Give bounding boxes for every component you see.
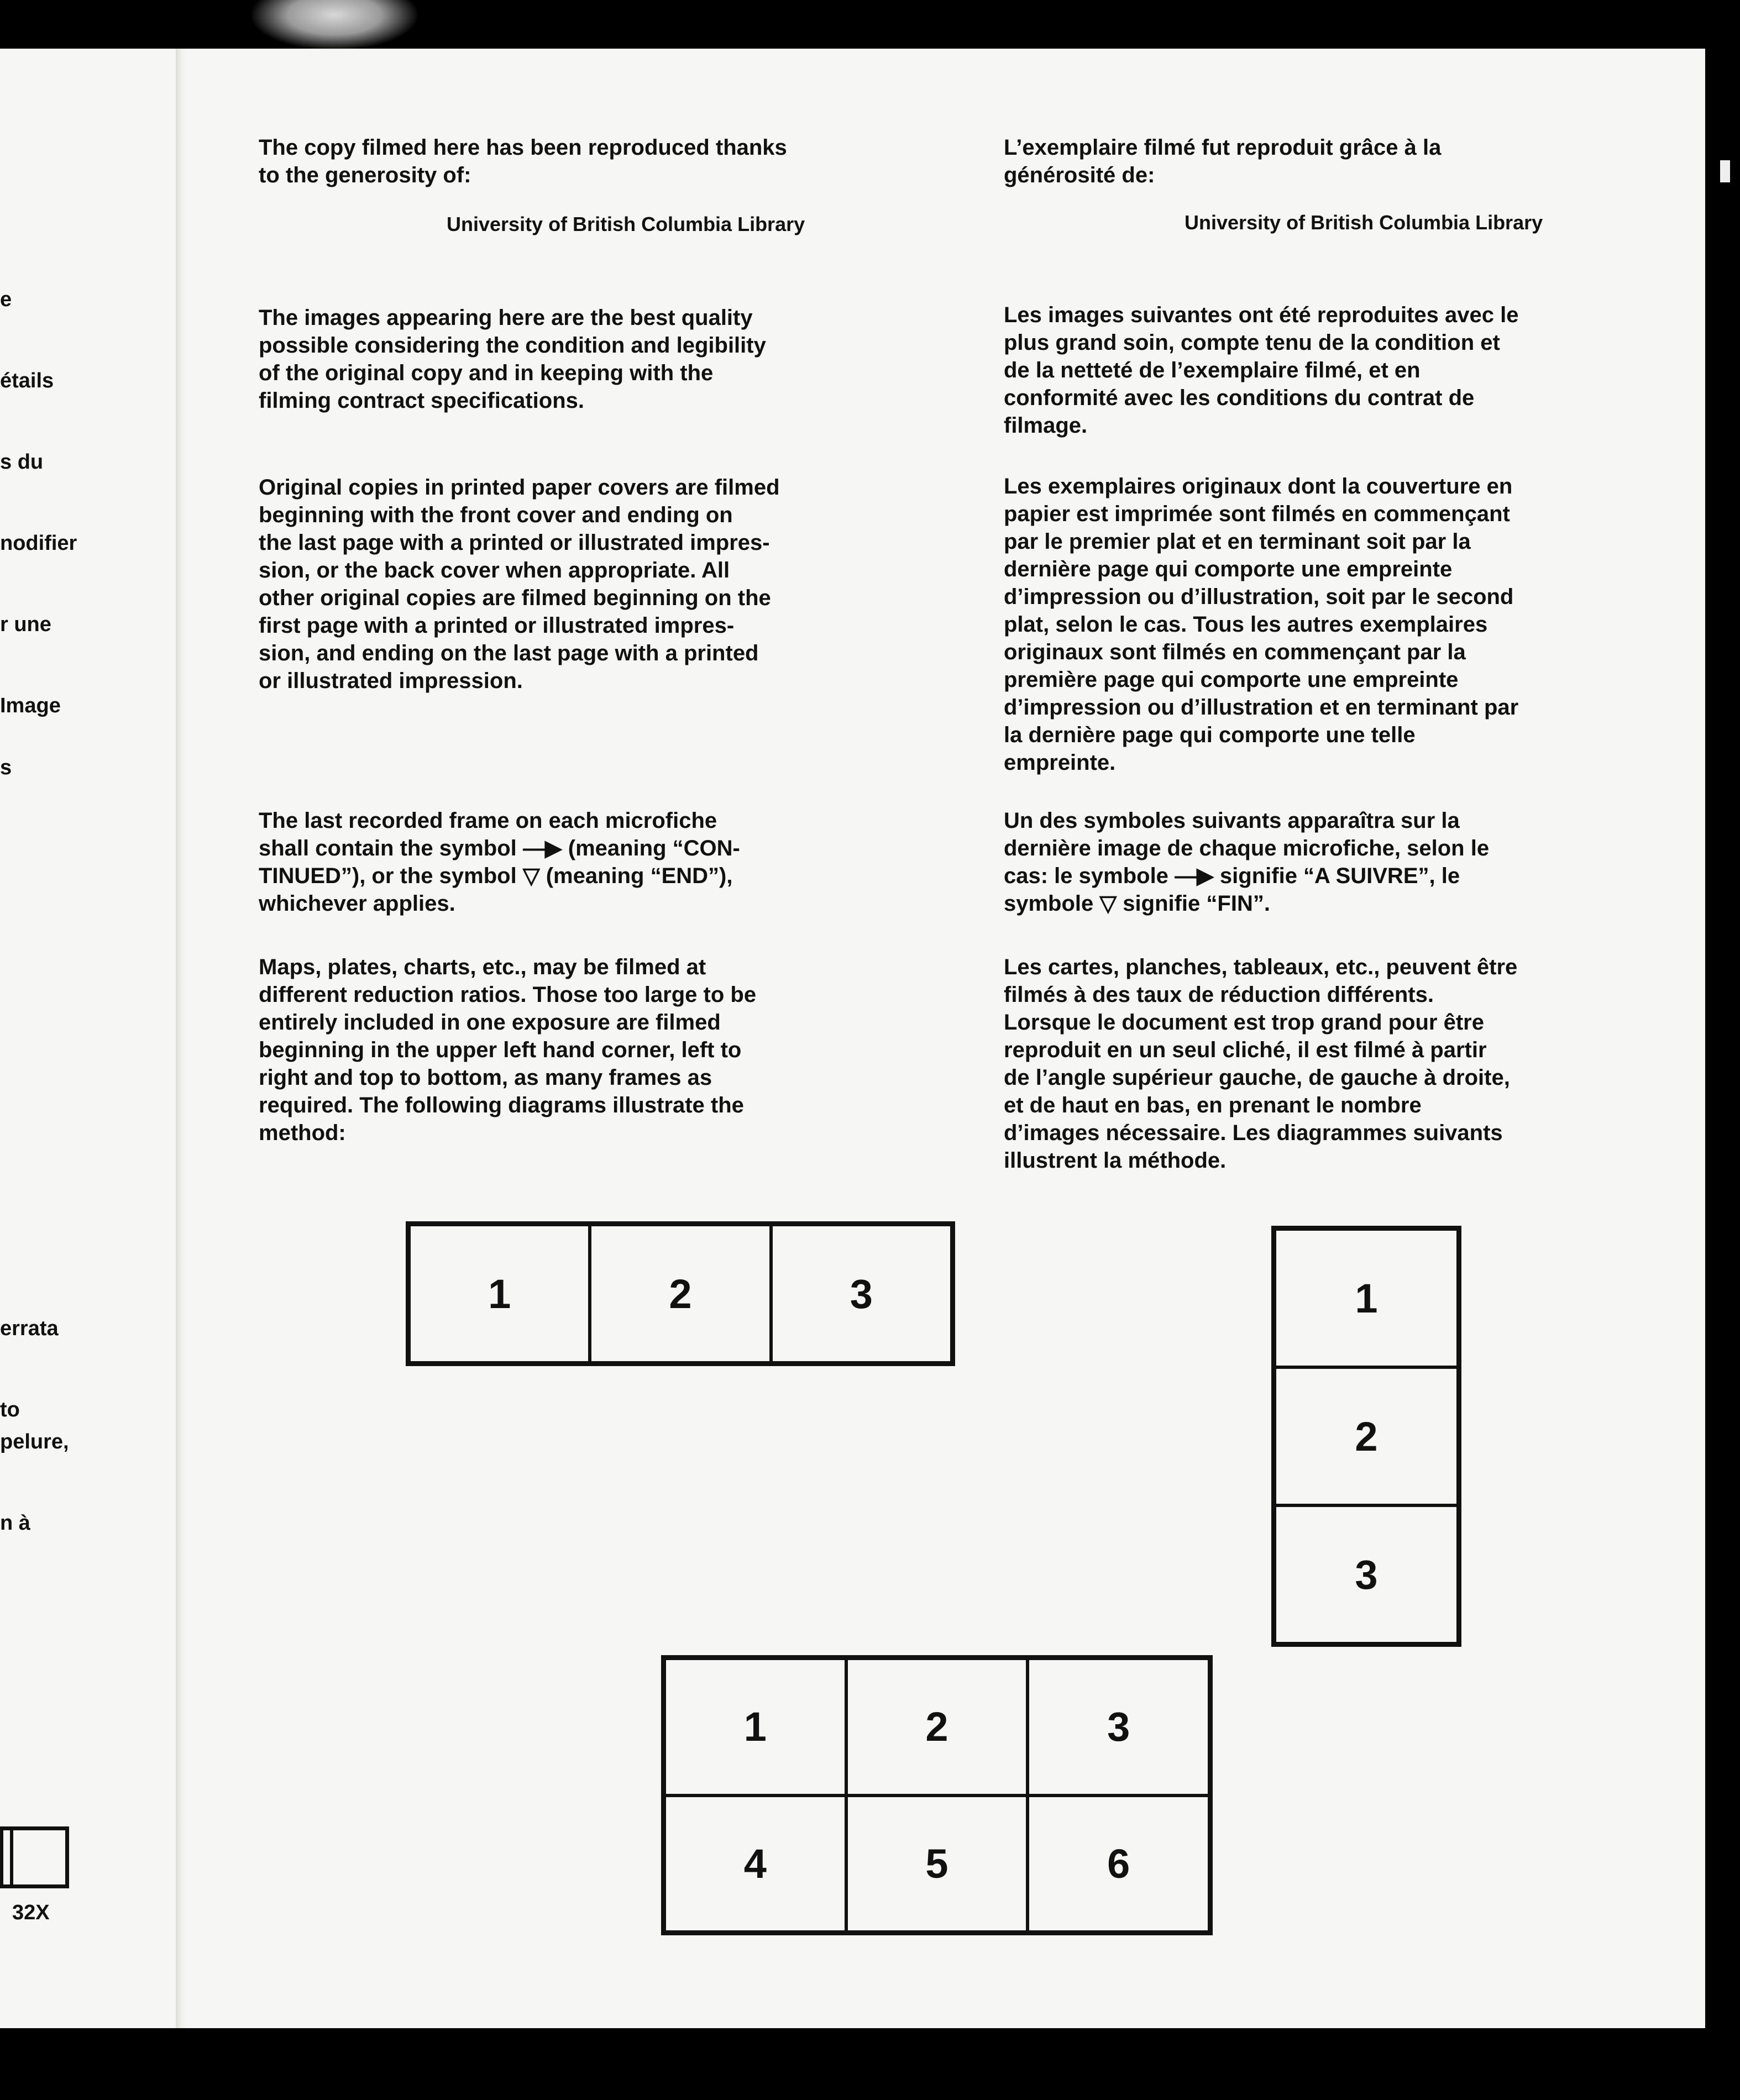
- french-thanks: [1004, 134, 1645, 189]
- margin-line: pelure,: [0, 1430, 69, 1453]
- text-line: et de haut en bas, en prenant le nombre: [1004, 1093, 1422, 1117]
- french-quality-paragraph: [1004, 301, 1645, 439]
- french-maps-paragraph: [1004, 953, 1645, 1174]
- text-line: Les exemplaires originaux dont la couverture en: [1004, 474, 1513, 498]
- english-library-name: University of British Columbia Library: [447, 213, 805, 235]
- english-maps-paragraph: [259, 953, 905, 1147]
- margin-line: e: [0, 288, 12, 311]
- text-line: entirely included in one exposure are filmed: [259, 1010, 721, 1035]
- margin-line: étails: [0, 369, 54, 392]
- text-line: The last recorded frame on each microfiche: [259, 809, 717, 833]
- text-line: filmage.: [1004, 413, 1088, 438]
- edge-mark: [1720, 160, 1730, 182]
- french-library-name: University of British Columbia Library: [1185, 211, 1543, 234]
- text-line: right and top to bottom, as many frames as: [259, 1065, 712, 1090]
- text-line: de l’angle supérieur gauche, de gauche à droite,: [1004, 1065, 1510, 1090]
- text-line: first page with a printed or illustrated impres-: [259, 613, 735, 638]
- french-covers-paragraph: [1004, 473, 1645, 776]
- frame-cell: 3: [1275, 1505, 1458, 1644]
- text-line: de la netteté de l’exemplaire filmé, et en: [1004, 358, 1421, 382]
- text-line: of the original copy and in keeping with the: [259, 361, 714, 385]
- text-line: the last page with a printed or illustrated impres-: [259, 531, 770, 555]
- margin-fragment-s: s: [0, 756, 12, 779]
- frame-cell: 2: [1275, 1367, 1458, 1505]
- margin-line: to: [0, 1398, 20, 1421]
- text-line: sion, or the back cover when appropriate. All: [259, 558, 730, 582]
- text-line: papier est imprimée sont filmés en commençant: [1004, 502, 1510, 526]
- text-line: The images appearing here are the best quality: [259, 306, 753, 330]
- margin-line: nodifier: [0, 532, 77, 555]
- text-line: beginning with the front cover and ending on: [259, 503, 733, 527]
- text-line: other original copies are filmed beginning on the: [259, 586, 771, 610]
- text-line: d’impression ou d’illustration, soit par le second: [1004, 585, 1514, 609]
- diagram-horizontal-frames: [406, 1221, 955, 1366]
- text-line: sion, and ending on the last page with a printed: [259, 641, 759, 665]
- french-symbol-paragraph: [1004, 807, 1645, 917]
- margin-line: s du: [0, 450, 44, 474]
- left-margin-fragment: [0, 232, 111, 747]
- text-line: première page qui comporte une empreinte: [1004, 668, 1459, 692]
- reduction-label: 32X: [12, 1901, 50, 1924]
- text-line: Un des symboles suivants apparaîtra sur la: [1004, 809, 1460, 833]
- text-line: générosité de:: [1004, 163, 1155, 187]
- frame-cell: 6: [1028, 1796, 1209, 1933]
- text-line: whichever applies.: [259, 891, 455, 916]
- text-line: symbole ▽ signifie “FIN”.: [1004, 891, 1270, 916]
- frame-cell: 4: [664, 1796, 846, 1933]
- margin-fragment-pelure: [0, 1374, 69, 1564]
- text-line: plat, selon le cas. Tous les autres exemplaires: [1004, 612, 1488, 637]
- frame-cell: 3: [1028, 1658, 1209, 1796]
- text-line: d’images nécessaire. Les diagrammes suivants: [1004, 1121, 1503, 1145]
- text-line: dernière image de chaque microfiche, selon le: [1004, 836, 1490, 860]
- text-line: Lorsque le document est trop grand pour être: [1004, 1010, 1484, 1035]
- text-line: dernière page qui comporte une empreinte: [1004, 557, 1453, 581]
- text-line: Les cartes, planches, tableaux, etc., peuvent être: [1004, 955, 1518, 979]
- text-line: The copy filmed here has been reproduced thanks: [259, 135, 787, 160]
- text-line: empreinte.: [1004, 750, 1116, 775]
- english-quality-paragraph: [259, 304, 905, 414]
- english-thanks: [259, 134, 905, 189]
- text-line: illustrent la méthode.: [1004, 1148, 1227, 1173]
- text-line: cas: le symbole —▶ signifie “A SUIVRE”, le: [1004, 864, 1460, 888]
- text-line: Original copies in printed paper covers are filmed: [259, 475, 780, 500]
- page-fold-shadow: [176, 49, 186, 2028]
- reduction-box-divider: [0, 1826, 13, 1888]
- english-symbol-paragraph: [259, 807, 905, 917]
- text-line: or illustrated impression.: [259, 669, 523, 693]
- margin-line: n à: [0, 1511, 30, 1535]
- margin-line: errata: [0, 1317, 59, 1340]
- text-line: par le premier plat et en terminant soit par la: [1004, 529, 1471, 554]
- frame-cell: 2: [846, 1658, 1028, 1796]
- text-line: to the generosity of:: [259, 163, 471, 187]
- text-line: d’impression ou d’illustration et en terminant par: [1004, 695, 1519, 720]
- frame-cell: 1: [1275, 1229, 1458, 1367]
- text-line: method:: [259, 1121, 346, 1145]
- margin-line: Image: [0, 694, 61, 717]
- text-line: TINUED”), or the symbol ▽ (meaning “END”),: [259, 864, 733, 888]
- diagram-vertical-frames: [1271, 1226, 1461, 1647]
- text-line: filming contract specifications.: [259, 389, 585, 413]
- scan-debris: [251, 0, 417, 50]
- text-line: shall contain the symbol —▶ (meaning “CON-: [259, 836, 740, 860]
- frame-cell: 5: [846, 1796, 1028, 1933]
- text-line: plus grand soin, compte tenu de la condition et: [1004, 330, 1500, 355]
- frame-cell: 2: [590, 1225, 771, 1363]
- text-line: reproduit en un seul cliché, il est filmé à partir: [1004, 1038, 1487, 1062]
- text-line: L’exemplaire filmé fut reproduit grâce à la: [1004, 135, 1442, 160]
- frame-cell: 1: [664, 1658, 846, 1796]
- text-line: different reduction ratios. Those too large to be: [259, 983, 757, 1007]
- text-line: required. The following diagrams illustrate the: [259, 1093, 744, 1117]
- text-line: possible considering the condition and legibility: [259, 333, 766, 358]
- text-line: Les images suivantes ont été reproduites avec le: [1004, 303, 1519, 327]
- margin-line: r une: [0, 613, 51, 636]
- frame-cell: 1: [409, 1225, 590, 1363]
- english-covers-paragraph: [259, 474, 905, 695]
- text-line: originaux sont filmés en commençant par la: [1004, 640, 1466, 664]
- text-line: beginning in the upper left hand corner, left to: [259, 1038, 742, 1062]
- text-line: conformité avec les conditions du contrat de: [1004, 386, 1475, 410]
- diagram-grid-frames: [661, 1655, 1213, 1935]
- text-line: Maps, plates, charts, etc., may be filmed at: [259, 955, 706, 979]
- text-line: filmés à des taux de réduction différents.: [1004, 983, 1434, 1007]
- text-line: la dernière page qui comporte une telle: [1004, 723, 1416, 747]
- frame-cell: 3: [771, 1225, 952, 1363]
